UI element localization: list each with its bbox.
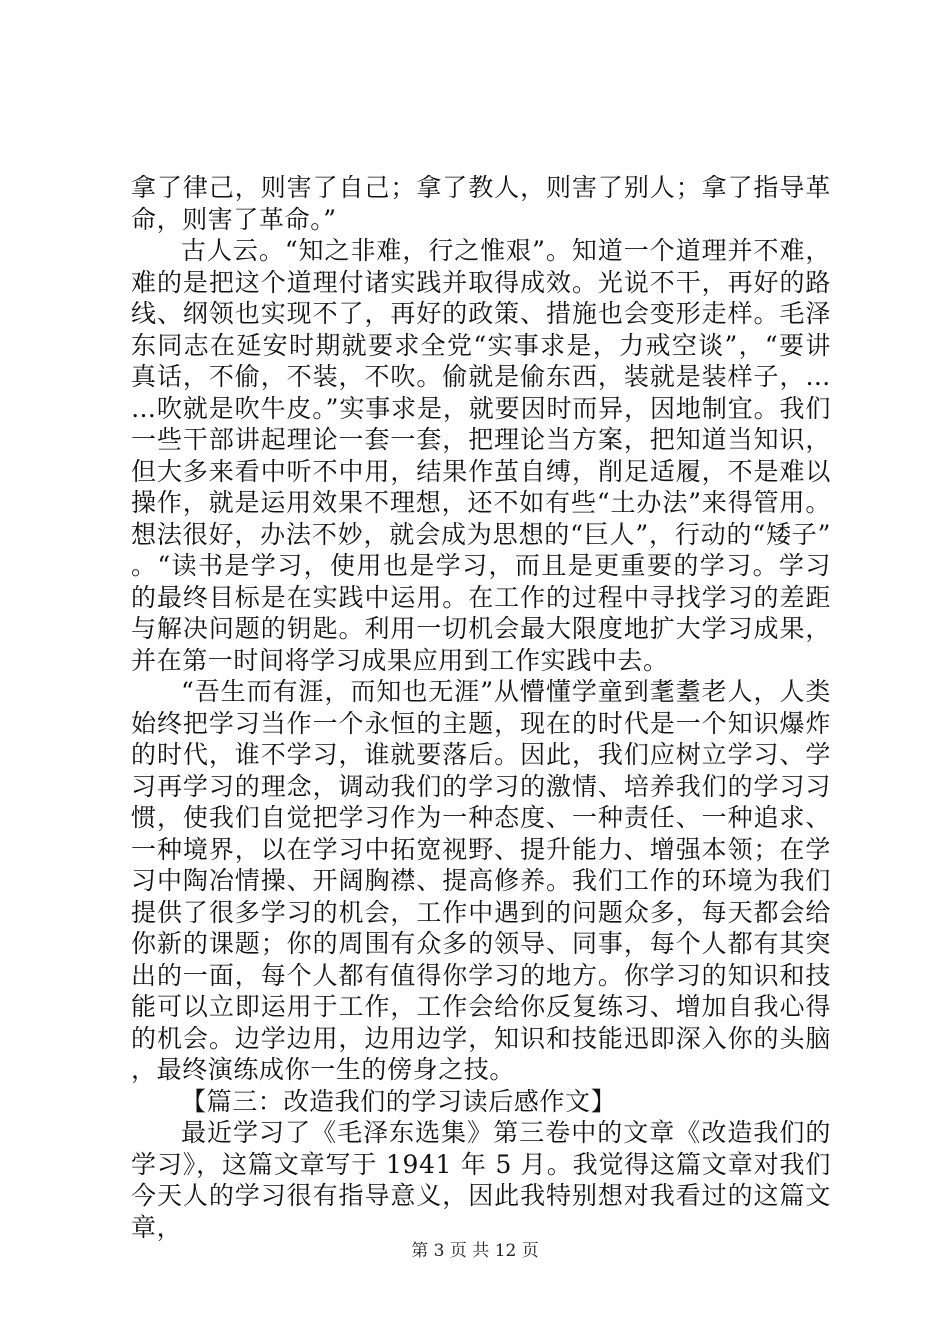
paragraph-4: 最近学习了《毛泽东选集》第三卷中的文章《改造我们的学习》，这篇文章写于 1941 年 5 月。我觉得这篇文章对我们今天人的学习很有指导意义，因此我特别想对我看过的这篇文章， — [131, 1118, 831, 1242]
paragraph-2: 古人云。“知之非难，行之惟艰”。知道一个道理并不难，难的是把这个道理付诸实践并取得成效。光说不干，再好的路线、纲领也实现不了，再好的政策、措施也会变形走样。毛泽东同志在延安时期就要求全党“实事求是，力戒空谈”，“要讲真话，不偷，不装，不吹。偷就是偷东西，装就是装样子，……吹就是吹牛皮。”实事求是，就要因时而异，因地制宜。我们一些干部讲起理论一套一套，把理论当方案，把知道当知识，但大多来看中听不中用，结果作茧自缚，削足适履，不是难以操作，就是运用效果不理想，还不如有些“土办法”来得管用。想法很好，办法不妙，就会成为思想的“巨人”，行动的“矮子”。“读书是学习，使用也是学习，而且是更重要的学习。学习的最终目标是在实践中运用。在工作的过程中寻找学习的差距与解决问题的钥匙。利用一切机会最大限度地扩大学习成果，并在第一时间将学习成果应用到工作实践中去。 — [131, 236, 831, 675]
paragraph-1: 拿了律己，则害了自己；拿了教人，则害了别人；拿了指导革命，则害了革命。” — [131, 173, 831, 234]
page-number-footer: 第 3 页 共 12 页 — [411, 1241, 539, 1261]
section-heading: 【篇三：改造我们的学习读后感作文】 — [181, 1086, 617, 1116]
document-body — [131, 172, 831, 1243]
paragraph-3: “吾生而有涯，而知也无涯”从懵懂学童到耄耋老人，人类始终把学习当作一个永恒的主题，现在的时代是一个知识爆炸的时代，谁不学习，谁就要落后。因此，我们应树立学习、学习再学习的理念，调动我们的学习的激情、培养我们的学习习惯，使我们自觉把学习作为一种态度、一种责任、一种追求、一种境界，以在学习中拓宽视野、提升能力、增强本领；在学习中陶冶情操、开阔胸襟、提高修养。我们工作的环境为我们提供了很多学习的机会，工作中遇到的问题众多，每天都会给你新的课题；你的周围有众多的领导、同事，每个人都有其突出的一面，每个人都有值得你学习的地方。你学习的知识和技能可以立即运用于工作，工作会给你反复练习、增加自我心得的机会。边学边用，边用边学，知识和技能迅即深入你的头脑，最终演练成你一生的傍身之技。 — [131, 677, 831, 1084]
